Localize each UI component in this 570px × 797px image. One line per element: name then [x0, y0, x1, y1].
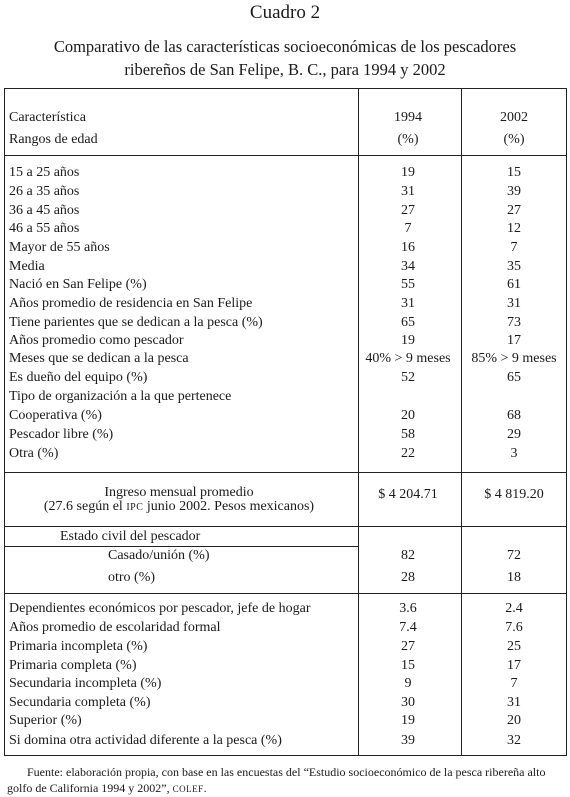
row-label: Superior (%) — [9, 713, 82, 728]
value-2002: 7 — [510, 676, 518, 691]
income-label-line-2: (27.6 según el IPC junio 2002. Pesos mexicanos) — [43, 499, 315, 514]
table-left-border — [4, 88, 5, 756]
row-label: Media — [9, 259, 45, 274]
income-1994: $ 4 204.71 — [378, 487, 438, 502]
income-label-line-1: Ingreso mensual promedio — [104, 485, 254, 500]
row-label: Nació en San Felipe (%) — [9, 277, 147, 292]
value-2002: 27 — [507, 203, 521, 218]
value-1994: 7 — [404, 221, 412, 236]
value-1994: 65 — [401, 315, 415, 330]
value-1994: 7.4 — [399, 620, 417, 635]
page-title: Cuadro 2 — [249, 2, 321, 23]
value-2002: 31 — [507, 695, 521, 710]
value-2002: 31 — [507, 296, 521, 311]
income-2002: $ 4 819.20 — [484, 487, 544, 502]
civil-title-rule — [4, 546, 358, 547]
value-2002: 15 — [507, 165, 521, 180]
value-2002: 25 — [507, 639, 521, 654]
row-label: Tiene parientes que se dedican a la pesca (%) — [9, 315, 263, 330]
row-label: Si domina otra actividad diferente a la pesca (%) — [9, 733, 282, 748]
value-1994: 16 — [401, 240, 415, 255]
row-label: Mayor de 55 años — [9, 240, 110, 255]
value-2002: 20 — [507, 713, 521, 728]
value-2002: 35 — [507, 259, 521, 274]
table-caption-line-1: Comparativo de las características socioeconómicas de los pescadores — [53, 37, 517, 56]
table-bottom-rule — [4, 755, 567, 756]
value-1994: 19 — [401, 165, 415, 180]
row-label: 46 a 55 años — [9, 221, 80, 236]
civil-status-title: Estado civil del pescador — [60, 529, 201, 544]
value-1994: 52 — [401, 370, 415, 385]
value-2002: 65 — [507, 370, 521, 385]
row-label: Secundaria completa (%) — [9, 695, 151, 710]
value-1994: 9 — [404, 676, 412, 691]
row-label: Años promedio de escolaridad formal — [9, 620, 221, 635]
row-label: Primaria incompleta (%) — [9, 639, 148, 654]
value-1994: 19 — [401, 713, 415, 728]
row-label: Cooperativa (%) — [9, 408, 102, 423]
row-label: Meses que se dedican a la pesca — [9, 351, 189, 366]
other-civil-2002: 18 — [507, 570, 521, 585]
value-2002: 68 — [507, 408, 521, 423]
value-2002: 17 — [507, 333, 521, 348]
value-2002: 39 — [507, 184, 521, 199]
other-civil-label: otro (%) — [108, 570, 156, 585]
row-label: Tipo de organización a la que pertenece — [9, 389, 232, 404]
header-rule — [4, 155, 567, 156]
row-label: Otra (%) — [9, 446, 59, 461]
unit-1994: (%) — [397, 132, 419, 147]
value-2002: 32 — [507, 733, 521, 748]
value-1994: 15 — [401, 658, 415, 673]
header-characteristic: Característica — [9, 110, 86, 125]
section-rule — [4, 593, 567, 594]
row-label: Primaria completa (%) — [9, 658, 137, 673]
married-2002: 72 — [507, 548, 521, 563]
table-top-rule — [4, 88, 567, 89]
age-section-label: Rangos de edad — [9, 132, 98, 147]
section-rule — [4, 526, 567, 527]
value-1994: 31 — [401, 184, 415, 199]
source-note: Fuente: elaboración propia, con base en las encuestas del “Estudio socioeconómico de la pesca ribereña alto golfo de California 1994 y 2002”, COLEF. — [7, 765, 546, 795]
header-year-2002: 2002 — [500, 110, 528, 125]
row-label: Pescador libre (%) — [9, 427, 114, 442]
value-2002: 2.4 — [505, 601, 523, 616]
value-1994: 40% > 9 meses — [365, 351, 451, 366]
row-label: 36 a 45 años — [9, 203, 80, 218]
value-2002: 12 — [507, 221, 521, 236]
unit-2002: (%) — [503, 132, 525, 147]
value-2002: 7 — [510, 240, 518, 255]
row-label: 26 a 35 años — [9, 184, 80, 199]
married-1994: 82 — [401, 548, 415, 563]
table-caption-line-2: ribereños de San Felipe, B. C., para 1994 y 2002 — [124, 60, 446, 79]
married-label: Casado/unión (%) — [108, 548, 210, 563]
value-1994: 55 — [401, 277, 415, 292]
row-label: 15 a 25 años — [9, 165, 80, 180]
value-1994: 39 — [401, 733, 415, 748]
value-2002: 85% > 9 meses — [471, 351, 557, 366]
row-label: Secundaria incompleta (%) — [9, 676, 162, 691]
value-1994: 31 — [401, 296, 415, 311]
value-2002: 29 — [507, 427, 521, 442]
value-2002: 3 — [510, 446, 518, 461]
row-label: Años promedio como pescador — [9, 333, 184, 348]
section-rule — [4, 472, 567, 473]
value-1994: 27 — [401, 639, 415, 654]
value-1994: 27 — [401, 203, 415, 218]
row-label: Dependientes económicos por pescador, jefe de hogar — [9, 601, 311, 616]
value-1994: 34 — [401, 259, 415, 274]
table-right-border — [566, 88, 567, 756]
value-2002: 7.6 — [505, 620, 523, 635]
value-1994: 30 — [401, 695, 415, 710]
value-1994: 58 — [401, 427, 415, 442]
value-1994: 22 — [401, 446, 415, 461]
value-1994: 19 — [401, 333, 415, 348]
value-2002: 61 — [507, 277, 521, 292]
value-2002: 17 — [507, 658, 521, 673]
other-civil-1994: 28 — [401, 570, 415, 585]
value-1994: 20 — [401, 408, 415, 423]
value-1994: 3.6 — [399, 601, 417, 616]
row-label: Años promedio de residencia en San Felipe — [9, 296, 253, 311]
value-2002: 73 — [507, 315, 521, 330]
header-year-1994: 1994 — [394, 110, 422, 125]
row-label: Es dueño del equipo (%) — [9, 370, 148, 385]
